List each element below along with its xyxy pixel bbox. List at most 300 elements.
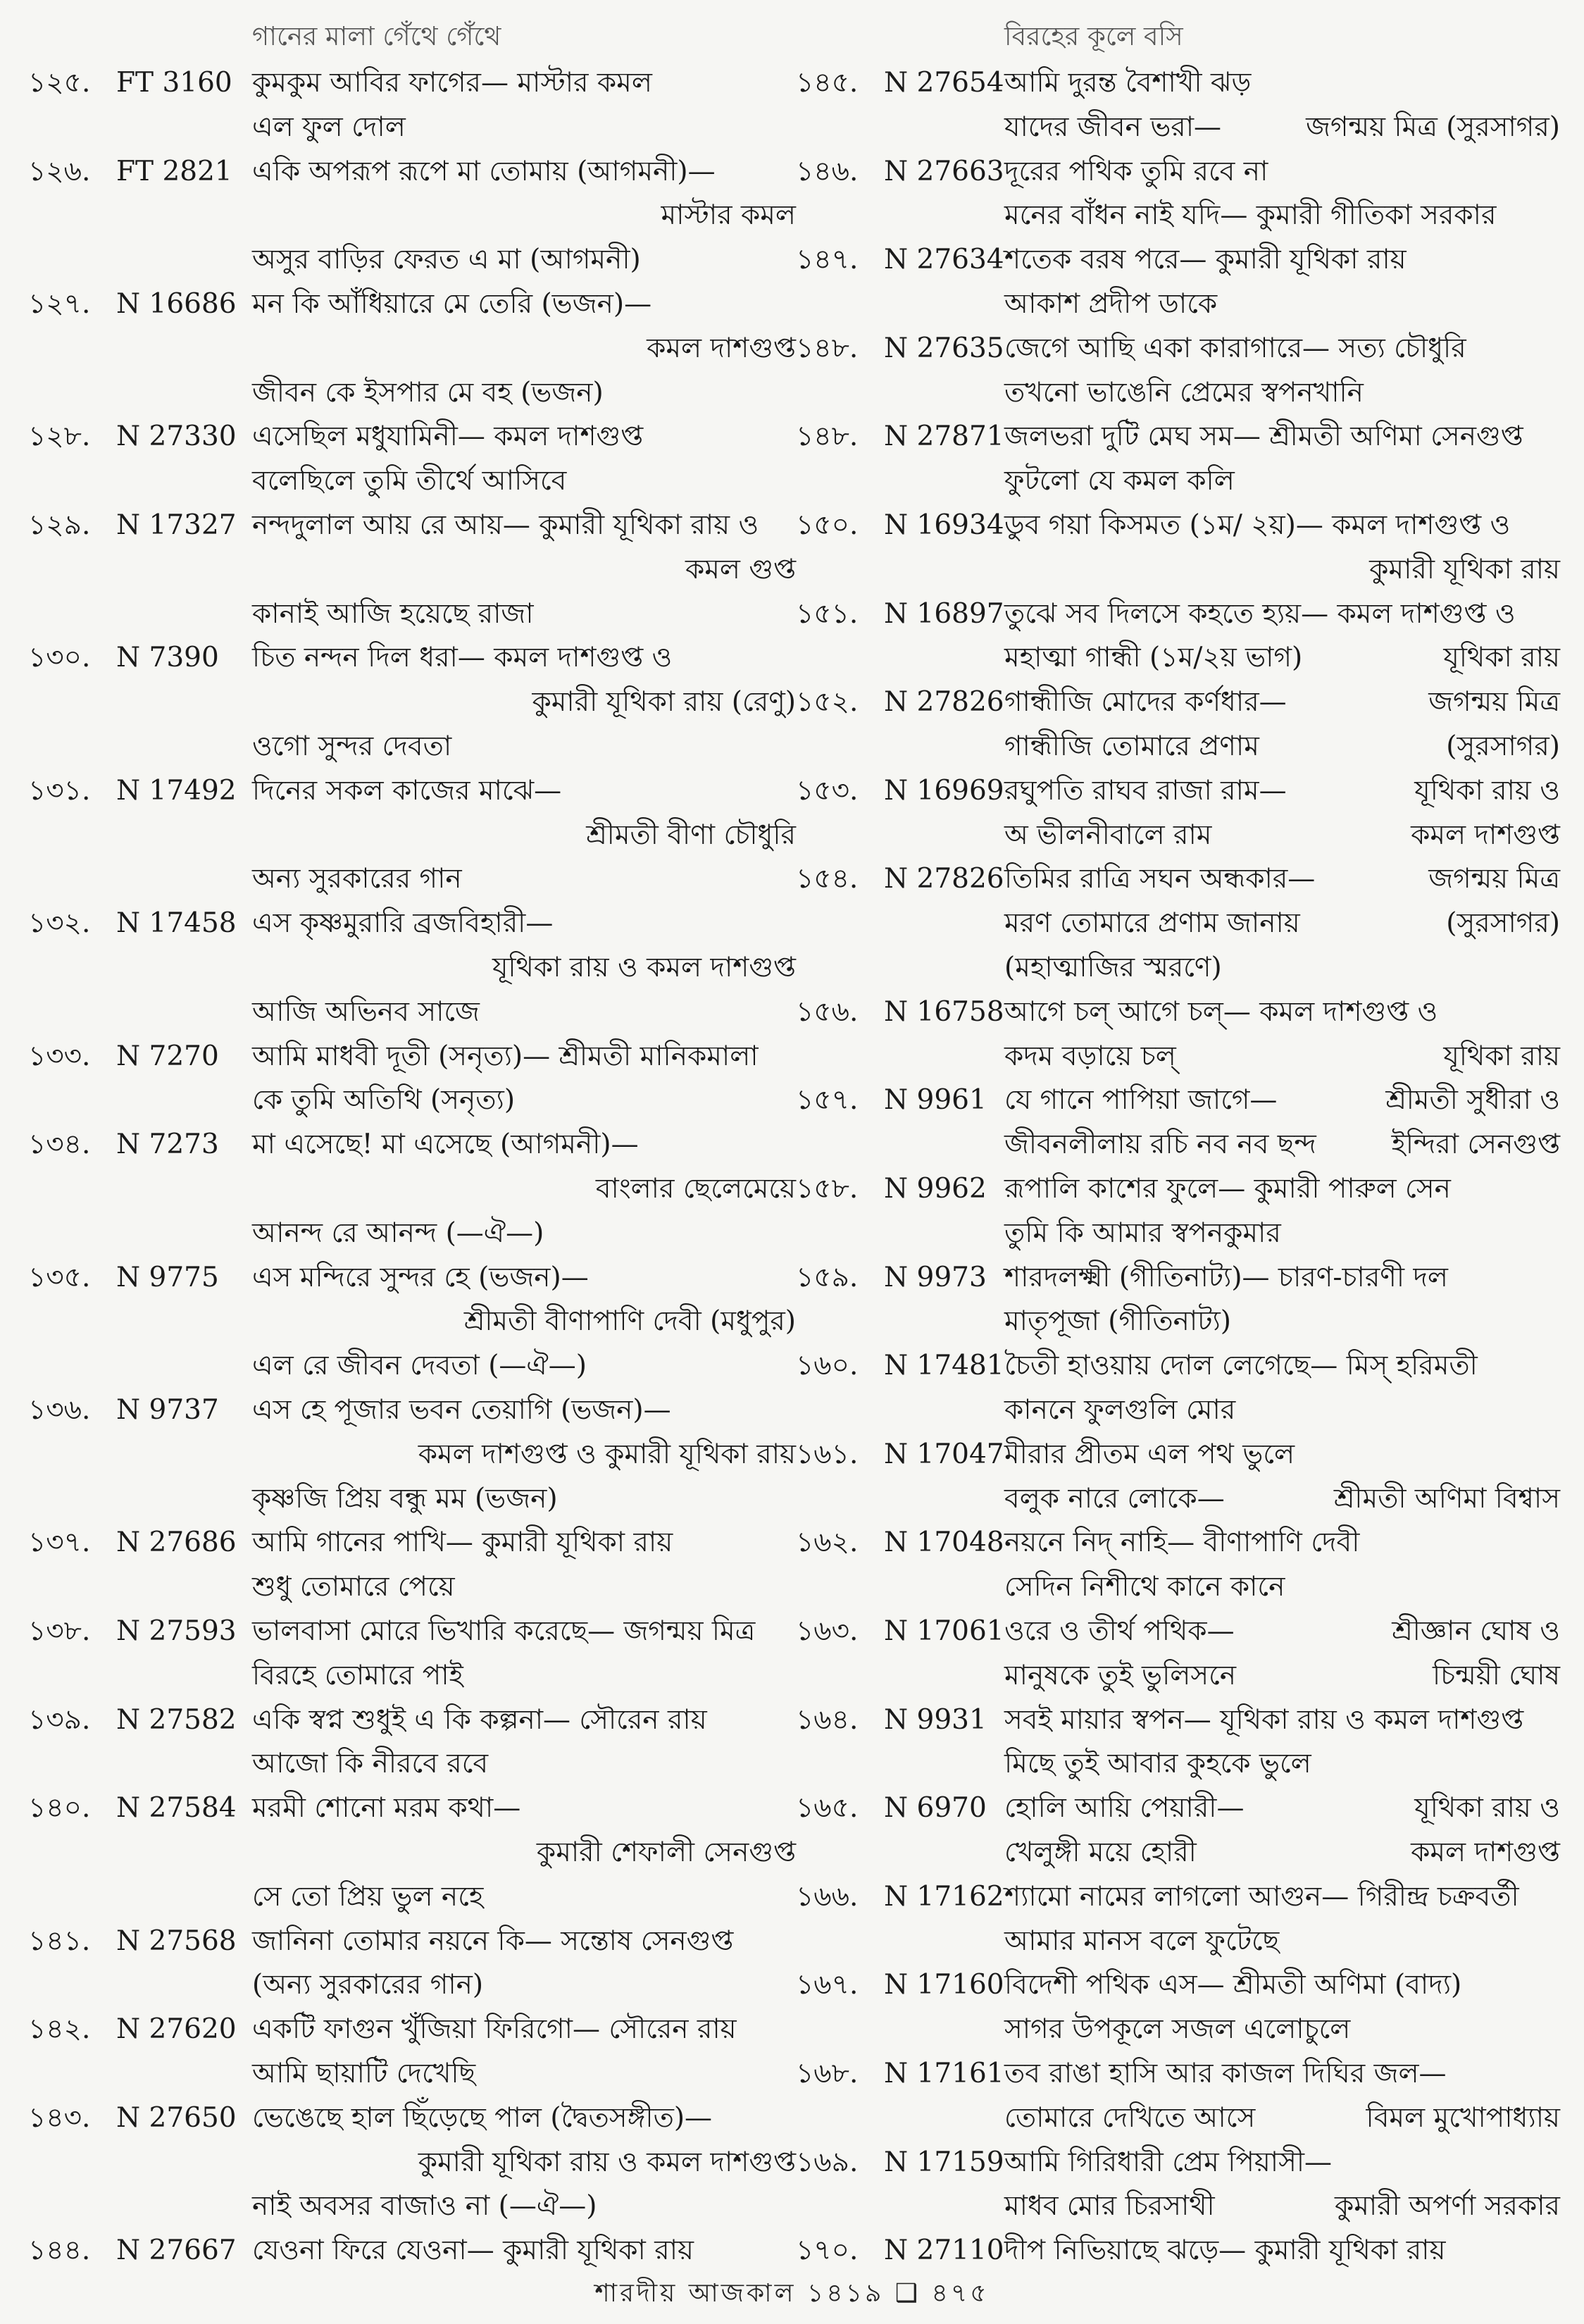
record-catalog-code: FT 3160 — [116, 67, 232, 99]
record-continuation — [796, 459, 1560, 503]
song-title: ভেঙেছে হাল ছিঁড়েছে পাল (দ্বৈতসঙ্গীত)— — [252, 2101, 713, 2134]
song-title: চৈতী হাওয়ায় দোল লেগেছে— মিস্ হরিমতী — [1004, 1350, 1478, 1382]
artist-name: যূথিকা রায় ও — [1414, 1792, 1560, 1825]
song-title: তব রাঙা হাসি আর কাজল দিঘির জল— — [1004, 2058, 1447, 2089]
record-catalog-code: N 7390 — [116, 642, 219, 674]
artist-name: যূথিকা রায় — [1443, 642, 1560, 674]
song-title: শুধু তোমারে পেয়ে — [252, 1571, 455, 1603]
record-entry — [796, 237, 1560, 282]
artist-name: শ্রীমতী সুধীরা ও — [1385, 1084, 1560, 1117]
record-catalog-code: N 6970 — [884, 1792, 987, 1825]
song-title: মা এসেছে! মা এসেছে (আগমনী)— — [252, 1129, 639, 1161]
record-entry — [796, 1255, 1560, 1300]
song-title: মাতৃপূজা (গীতিনাট্য) — [1004, 1305, 1232, 1338]
record-serial-number: ১৩৯. — [28, 1703, 91, 1736]
song-title: যেওনা ফিরে যেওনা— কুমারী যূথিকা রায় — [252, 2235, 694, 2267]
record-serial-number: ১৬৩. — [796, 1615, 859, 1647]
song-title: বিদেশী পথিক এস— শ্রীমতী অণিমা (বাদ্য) — [1004, 1969, 1462, 2001]
record-entry — [796, 857, 1560, 901]
record-continuation — [28, 1875, 796, 1919]
record-entry — [28, 1034, 796, 1079]
song-title: বলুক নারে লোকে— — [1004, 1482, 1225, 1515]
record-continuation — [796, 2096, 1560, 2140]
record-catalog-code: N 27686 — [116, 1527, 237, 1559]
record-entry — [796, 1343, 1560, 1388]
record-serial-number: ১৫৯. — [796, 1261, 859, 1293]
record-catalog-code: N 17061 — [884, 1615, 1004, 1647]
song-title: অ ভীলনীবালে রাম — [1004, 819, 1212, 851]
record-entry — [28, 901, 796, 945]
song-title: ফুটলো যে কমল কলি — [1004, 465, 1235, 497]
record-continuation — [796, 1034, 1560, 1079]
left-section-heading: গানের মালা গেঁথে গেঁথে — [252, 21, 501, 51]
record-entry — [796, 2051, 1560, 2096]
record-serial-number: ১৪৭. — [796, 244, 859, 276]
record-catalog-code: FT 2821 — [116, 155, 232, 187]
record-catalog-code: N 27650 — [116, 2101, 237, 2134]
record-serial-number: ১৬২. — [796, 1527, 859, 1559]
song-title: সেদিন নিশীথে কানে কানে — [1004, 1571, 1285, 1603]
record-entry — [28, 503, 796, 547]
record-catalog-code: N 27634 — [884, 244, 1004, 276]
song-title: ওরে ও তীর্থ পথিক— — [1004, 1615, 1235, 1647]
record-entry — [796, 1698, 1560, 1742]
record-catalog-code: N 27871 — [884, 421, 1004, 453]
song-title: দিনের সকল কাজের মাঝে— — [252, 774, 562, 807]
artist-name: ইন্দিরা সেনগুপ্ত — [1391, 1129, 1560, 1161]
song-title: কুমকুম আবির ফাগের— মাস্টার কমল — [252, 67, 652, 99]
record-entry — [28, 1122, 796, 1167]
record-entry — [796, 1875, 1560, 1919]
page-footer: শারদীয় আজকাল ১৪১৯ ❑ ৪৭৫ — [594, 2279, 990, 2308]
artist-name: (সুরসাগর) — [1446, 731, 1560, 762]
song-title: আমি মাধবী দূতী (সনৃত্য)— শ্রীমতী মানিকমালা — [252, 1040, 759, 1072]
record-continuation — [796, 724, 1560, 769]
record-continuation — [28, 237, 796, 282]
song-title: মরণ তোমারে প্রণাম জানায় — [1004, 907, 1300, 940]
artist-name: কমল গুপ্ত — [685, 553, 796, 585]
record-continuation — [796, 282, 1560, 326]
record-catalog-code: N 27620 — [116, 2013, 237, 2046]
record-catalog-code: N 17160 — [884, 1969, 1004, 2001]
record-catalog-code: N 17481 — [884, 1350, 1004, 1382]
song-title: যে গানে পাপিয়া জাগে— — [1004, 1084, 1278, 1117]
artist-name: চিন্ময়ী ঘোষ — [1433, 1659, 1560, 1691]
right-section-heading: বিরহের কূলে বসি — [1004, 21, 1183, 51]
record-catalog-code: N 16934 — [884, 509, 1004, 541]
artist-name: মাস্টার কমল — [661, 199, 796, 232]
record-serial-number: ১৩৫. — [28, 1261, 91, 1293]
record-catalog-code: N 17327 — [116, 509, 237, 541]
record-continuation — [28, 2051, 796, 2096]
artist-name: কমল দাশগুপ্ত ও কুমারী যূথিকা রায় — [418, 1438, 796, 1470]
song-title: বলেছিলে তুমি তীর্থে আসিবে — [252, 465, 567, 497]
record-serial-number: ১৬৬. — [796, 1880, 859, 1913]
record-catalog-code: N 9961 — [884, 1084, 987, 1117]
record-continuation — [796, 1830, 1560, 1875]
record-serial-number: ১২৯. — [28, 509, 91, 541]
song-title: এসেছিল মধুযামিনী— কমল দাশগুপ্ত — [252, 421, 644, 453]
song-title: নয়নে নিদ্ নাহি— বীণাপাণি দেবী — [1004, 1527, 1360, 1559]
record-serial-number: ১৫৮. — [796, 1173, 859, 1205]
record-serial-number: ১৪৬. — [796, 155, 859, 187]
record-catalog-code: N 27667 — [116, 2235, 237, 2267]
song-title: আমি দুরন্ত বৈশাখী ঝড় — [1004, 67, 1252, 99]
artist-name: জগন্ময় মিত্র — [1428, 863, 1560, 895]
record-continuation — [28, 2140, 796, 2185]
record-serial-number: ১৪৫. — [796, 67, 859, 99]
song-title: জীবনলীলায় রচি নব নব ছন্দ — [1004, 1129, 1316, 1161]
song-title: আমি ছায়াটি দেখেছি — [252, 2058, 476, 2089]
record-catalog-code: N 17492 — [116, 774, 237, 807]
record-serial-number: ১৩৮. — [28, 1615, 91, 1647]
record-continuation — [796, 1477, 1560, 1521]
record-catalog-code: N 9931 — [884, 1703, 987, 1736]
record-catalog-code: N 17159 — [884, 2146, 1004, 2178]
song-title: মনের বাঁধন নাই যদি— কুমারী গীতিকা সরকার — [1004, 199, 1497, 232]
song-title: গান্ধীজি তোমারে প্রণাম — [1004, 731, 1259, 762]
record-continuation — [796, 1919, 1560, 1963]
song-title: (মহাত্মাজির স্মরণে) — [1004, 952, 1222, 983]
record-serial-number: ১২৬. — [28, 155, 91, 187]
artist-name: কমল দাশগুপ্ত — [647, 332, 796, 364]
record-serial-number: ১৫৪. — [796, 863, 859, 895]
record-continuation — [796, 1741, 1560, 1786]
record-continuation — [28, 1565, 796, 1609]
song-title: জেগে আছি একা কারাগারে— সত্য চৌধুরি — [1004, 332, 1466, 364]
record-serial-number: ১২৭. — [28, 288, 91, 320]
record-catalog-code: N 27330 — [116, 421, 237, 453]
record-catalog-code: N 27568 — [116, 1925, 237, 1957]
record-serial-number: ১৬৭. — [796, 1969, 859, 2001]
record-continuation — [28, 592, 796, 636]
song-title: জীবন কে ইসপার মে বহ (ভজন) — [252, 376, 604, 409]
song-title: হোলি আয়ি পেয়ারী— — [1004, 1792, 1245, 1825]
record-serial-number: ১৫৬. — [796, 995, 859, 1028]
record-continuation — [28, 1078, 796, 1122]
record-catalog-code: N 27654 — [884, 67, 1004, 99]
record-continuation — [28, 813, 796, 857]
record-catalog-code: N 16758 — [884, 995, 1004, 1028]
song-title: তখনো ভাঙেনি প্রেমের স্বপনখানি — [1004, 376, 1364, 409]
record-continuation — [28, 945, 796, 990]
record-entry — [28, 635, 796, 680]
song-title: ওগো সুন্দর দেবতা — [252, 731, 452, 762]
record-continuation — [28, 105, 796, 149]
record-catalog-code: N 27593 — [116, 1615, 237, 1647]
song-title: এস মন্দিরে সুন্দর হে (ভজন)— — [252, 1261, 589, 1293]
record-continuation — [28, 1653, 796, 1698]
record-continuation — [796, 1122, 1560, 1167]
song-title: মরমী শোনো মরম কথা— — [252, 1792, 521, 1825]
record-entry — [28, 1919, 796, 1963]
record-catalog-code: N 27582 — [116, 1703, 237, 1736]
record-continuation — [28, 1477, 796, 1521]
record-entry — [796, 149, 1560, 194]
record-catalog-code: N 27826 — [884, 863, 1004, 895]
song-title: মন কি আঁধিয়ারে মে তেরি (ভজন)— — [252, 288, 652, 320]
song-title: আমার মানস বলে ফুটেছে — [1004, 1925, 1280, 1957]
record-entry — [28, 61, 796, 105]
song-title: রঘুপতি রাঘব রাজা রাম— — [1004, 774, 1287, 807]
record-serial-number: ১২৫. — [28, 67, 91, 99]
song-title: (অন্য সুরকারের গান) — [252, 1969, 484, 2001]
record-entry — [796, 1963, 1560, 2007]
artist-name: কুমারী যূথিকা রায় — [1369, 553, 1560, 585]
record-catalog-code: N 9737 — [116, 1394, 219, 1426]
song-title: নন্দদুলাল আয় রে আয়— কুমারী যূথিকা রায় ও — [252, 509, 759, 541]
artist-name: বাংলার ছেলেমেয়ে — [595, 1173, 796, 1205]
song-title: মীরার প্রীতম এল পথ ভুলে — [1004, 1438, 1295, 1470]
record-entry — [796, 1078, 1560, 1122]
record-entry — [28, 1520, 796, 1565]
record-entry — [796, 2140, 1560, 2185]
song-title: অন্য সুরকারের গান — [252, 863, 462, 895]
artist-name: (সুরসাগর) — [1446, 907, 1560, 940]
record-continuation — [796, 901, 1560, 945]
record-continuation — [796, 2007, 1560, 2051]
record-serial-number: ১৫১. — [796, 597, 859, 630]
record-serial-number: ১৫৩. — [796, 774, 859, 807]
record-continuation — [28, 1343, 796, 1388]
record-entry — [28, 1255, 796, 1300]
record-continuation — [28, 1299, 796, 1343]
record-continuation — [796, 635, 1560, 680]
artist-name: শ্রীজ্ঞান ঘোষ ও — [1392, 1615, 1560, 1647]
record-catalog-code: N 7270 — [116, 1040, 219, 1072]
song-title: এস কৃষ্ণমুরারি ব্রজবিহারী— — [252, 907, 554, 940]
song-title: সে তো প্রিয় ভুল নহে — [252, 1880, 484, 1913]
record-continuation — [796, 1211, 1560, 1255]
record-entry — [796, 1609, 1560, 1653]
record-serial-number: ১৬৪. — [796, 1703, 859, 1736]
song-title: আনন্দ রে আনন্দ (—ঐ—) — [252, 1217, 544, 1249]
record-catalog-code: N 9775 — [116, 1261, 219, 1293]
song-title: মিছে তুই আবার কুহকে ভুলে — [1004, 1748, 1311, 1780]
record-serial-number: ১৫০. — [796, 509, 859, 541]
song-title: বিরহে তোমারে পাই — [252, 1659, 463, 1691]
record-continuation — [28, 724, 796, 769]
record-continuation — [28, 680, 796, 724]
record-entry — [796, 326, 1560, 371]
record-catalog-code: N 16686 — [116, 288, 237, 320]
record-continuation — [796, 813, 1560, 857]
record-continuation — [28, 1211, 796, 1255]
song-title: একি অপরূপ রূপে মা তোমায় (আগমনী)— — [252, 155, 716, 187]
record-serial-number: ১৩৪. — [28, 1129, 91, 1161]
artist-name: যূথিকা রায় ও কমল দাশগুপ্ত — [492, 952, 796, 983]
artist-name: কুমারী যূথিকা রায় (রেণু) — [532, 686, 796, 719]
record-serial-number: ১৩৭. — [28, 1527, 91, 1559]
record-serial-number: ১৬৯. — [796, 2146, 859, 2178]
song-title: কদম বড়ায়ে চল্ — [1004, 1040, 1176, 1072]
record-catalog-code: N 27826 — [884, 686, 1004, 719]
record-catalog-code: N 17047 — [884, 1438, 1004, 1470]
artist-name: কুমারী অপর্ণা সরকার — [1334, 2190, 1560, 2223]
record-serial-number: ১৬৮. — [796, 2058, 859, 2089]
record-continuation — [796, 371, 1560, 415]
record-entry — [28, 2228, 796, 2273]
record-entry — [28, 2096, 796, 2140]
song-title: তুঝে সব দিলসে কহতে হ্যয়— কমল দাশগুপ্ত ও — [1004, 597, 1516, 630]
song-title: নাই অবসর বাজাও না (—ঐ—) — [252, 2190, 597, 2223]
record-continuation — [28, 547, 796, 592]
record-entry — [28, 149, 796, 194]
song-title: শ্যামো নামের লাগলো আগুন— গিরীন্দ্র চক্রবর্তী — [1004, 1880, 1519, 1913]
record-catalog-code: N 27635 — [884, 332, 1004, 364]
artist-name: যূথিকা রায় ও — [1414, 774, 1560, 807]
song-title: মহাত্মা গান্ধী (১ম/২য় ভাগ) — [1004, 642, 1303, 674]
record-continuation — [28, 459, 796, 503]
song-title: আমি গানের পাখি— কুমারী যূথিকা রায় — [252, 1527, 673, 1559]
song-title: আমি গিরিধারী প্রেম পিয়াসী— — [1004, 2146, 1333, 2178]
record-entry — [28, 2007, 796, 2051]
record-entry — [796, 1786, 1560, 1830]
song-title: দূরের পথিক তুমি রবে না — [1004, 155, 1268, 187]
record-catalog-code: N 9973 — [884, 1261, 987, 1293]
song-title: আকাশ প্রদীপ ডাকে — [1004, 288, 1218, 320]
record-serial-number: ১৬০. — [796, 1350, 859, 1382]
song-title: আজি অভিনব সাজে — [252, 995, 480, 1028]
record-entry — [28, 1698, 796, 1742]
song-title: তুমি কি আমার স্বপনকুমার — [1004, 1217, 1281, 1249]
record-serial-number: ১৬১. — [796, 1438, 859, 1470]
record-catalog-code: N 17048 — [884, 1527, 1004, 1559]
song-title: জানিনা তোমার নয়নে কি— সন্তোষ সেনগুপ্ত — [252, 1925, 734, 1957]
record-continuation — [28, 990, 796, 1034]
record-catalog-code: N 17162 — [884, 1880, 1004, 1913]
record-entry — [796, 414, 1560, 459]
record-serial-number: ১৪৩. — [28, 2101, 91, 2134]
artist-name: কুমারী যূথিকা রায় ও কমল দাশগুপ্ত — [418, 2146, 796, 2178]
record-continuation — [28, 193, 796, 237]
record-continuation — [796, 2184, 1560, 2228]
record-serial-number: ১৭০. — [796, 2235, 859, 2267]
record-continuation — [28, 1432, 796, 1477]
artist-name: কুমারী শেফালী সেনগুপ্ত — [536, 1837, 796, 1868]
record-entry — [796, 680, 1560, 724]
record-catalog-code: N 9962 — [884, 1173, 987, 1205]
song-title: যাদের জীবন ভরা— — [1004, 111, 1222, 143]
record-continuation — [28, 1167, 796, 1211]
record-continuation — [28, 1830, 796, 1875]
song-title: একি স্বপ্ন শুধুই এ কি কল্পনা— সৌরেন রায় — [252, 1703, 707, 1736]
record-continuation — [796, 1299, 1560, 1343]
record-serial-number: ১৬৫. — [796, 1792, 859, 1825]
record-serial-number: ১৩৩. — [28, 1040, 91, 1072]
song-title: আগে চল্ আগে চল্— কমল দাশগুপ্ত ও — [1004, 995, 1438, 1028]
record-entry — [796, 61, 1560, 105]
record-continuation — [796, 547, 1560, 592]
record-continuation — [28, 371, 796, 415]
record-continuation — [796, 1565, 1560, 1609]
song-title: খেলুঙ্গী ময়ে হোরী — [1004, 1837, 1197, 1868]
record-entry — [796, 592, 1560, 636]
record-catalog-code: N 27584 — [116, 1792, 237, 1825]
song-title: শারদলক্ষ্মী (গীতিনাট্য)— চারণ-চারণী দল — [1004, 1261, 1448, 1293]
record-entry — [796, 1432, 1560, 1477]
record-serial-number: ১৩০. — [28, 642, 91, 674]
record-entry — [28, 414, 796, 459]
record-serial-number: ১২৮. — [28, 421, 91, 453]
record-serial-number: ১৫২. — [796, 686, 859, 719]
record-entry — [796, 769, 1560, 813]
record-entry — [28, 282, 796, 326]
record-serial-number: ১৪৮. — [796, 332, 859, 364]
artist-name: কমল দাশগুপ্ত — [1411, 819, 1560, 851]
record-catalog-code: N 17161 — [884, 2058, 1004, 2089]
song-title: চিত নন্দন দিল ধরা— কমল দাশগুপ্ত ও — [252, 642, 673, 674]
record-serial-number: ১৪০. — [28, 1792, 91, 1825]
song-title: রূপালি কাশের ফুলে— কুমারী পারুল সেন — [1004, 1173, 1451, 1205]
artist-name: বিমল মুখোপাধ্যায় — [1366, 2101, 1560, 2134]
artist-name: শ্রীমতী বীণা চৌধুরি — [586, 819, 796, 851]
artist-name: কমল দাশগুপ্ত — [1411, 1837, 1560, 1868]
artist-name: জগন্ময় মিত্র — [1428, 686, 1560, 719]
song-title: তোমারে দেখিতে আসে — [1004, 2101, 1256, 2134]
song-title: তিমির রাত্রি সঘন অন্ধকার— — [1004, 863, 1316, 895]
song-title: ডুব গয়া কিসমত (১ম/ ২য়)— কমল দাশগুপ্ত ও — [1004, 509, 1511, 541]
artist-name: জগন্ময় মিত্র (সুরসাগর) — [1306, 111, 1560, 143]
song-title: এল রে জীবন দেবতা (—ঐ—) — [252, 1350, 587, 1382]
record-catalog-code: N 17458 — [116, 907, 237, 940]
song-title: কৃষ্ণজি প্রিয় বন্ধু মম (ভজন) — [252, 1482, 558, 1515]
record-entry — [28, 1609, 796, 1653]
song-title: মানুষকে তুই ভুলিসনে — [1004, 1659, 1237, 1691]
record-serial-number: ১৩২. — [28, 907, 91, 940]
song-title: কানাই আজি হয়েছে রাজা — [252, 597, 534, 630]
song-title: ভালবাসা মোরে ভিখারি করেছে— জগন্ময় মিত্র — [252, 1615, 756, 1647]
record-serial-number: ১৪১. — [28, 1925, 91, 1957]
artist-name: শ্রীমতী বীণাপাণি দেবী (মধুপুর) — [463, 1305, 796, 1338]
record-serial-number: ১৪৮. — [796, 421, 859, 453]
record-entry — [796, 1167, 1560, 1211]
song-title: একটি ফাগুন খুঁজিয়া ফিরিগো— সৌরেন রায় — [252, 2013, 737, 2046]
record-continuation — [796, 105, 1560, 149]
record-entry — [796, 1520, 1560, 1565]
song-title: শতেক বরষ পরে— কুমারী যূথিকা রায় — [1004, 244, 1407, 276]
artist-name: শ্রীমতী অণিমা বিশ্বাস — [1333, 1482, 1560, 1515]
record-serial-number: ১৪৪. — [28, 2235, 91, 2267]
record-continuation — [28, 326, 796, 371]
record-serial-number: ১৩৬. — [28, 1394, 91, 1426]
song-title: জলভরা দুটি মেঘ সম— শ্রীমতী অণিমা সেনগুপ্ত — [1004, 421, 1523, 453]
record-entry — [28, 769, 796, 813]
song-title: কে তুমি অতিথি (সনৃত্য) — [252, 1084, 516, 1117]
record-serial-number: ১৪২. — [28, 2013, 91, 2046]
song-title: সবই মায়ার স্বপন— যূথিকা রায় ও কমল দাশগুপ্ত — [1004, 1703, 1524, 1736]
record-continuation — [796, 1653, 1560, 1698]
song-title: আজো কি নীরবে রবে — [252, 1748, 489, 1780]
record-catalog-code: N 16969 — [884, 774, 1004, 807]
record-catalog-code: N 7273 — [116, 1129, 219, 1161]
record-serial-number: ১৩১. — [28, 774, 91, 807]
record-continuation — [28, 2184, 796, 2228]
record-catalog-code: N 27663 — [884, 155, 1004, 187]
song-title: গান্ধীজি মোদের কর্ণধার— — [1004, 686, 1287, 719]
record-entry — [796, 990, 1560, 1034]
song-title: অসুর বাড়ির ফেরত এ মা (আগমনী) — [252, 244, 641, 276]
record-entry — [796, 2228, 1560, 2273]
song-title: সাগর উপকূলে সজল এলোচুলে — [1004, 2013, 1351, 2046]
record-catalog-code: N 16897 — [884, 597, 1004, 630]
song-title: এস হে পূজার ভবন তেয়াগি (ভজন)— — [252, 1394, 671, 1426]
record-continuation — [796, 193, 1560, 237]
record-entry — [28, 1388, 796, 1432]
artist-name: যূথিকা রায় — [1443, 1040, 1560, 1072]
song-title: এল ফুল দোল — [252, 111, 406, 143]
record-catalog-code: N 27110 — [884, 2235, 1004, 2267]
